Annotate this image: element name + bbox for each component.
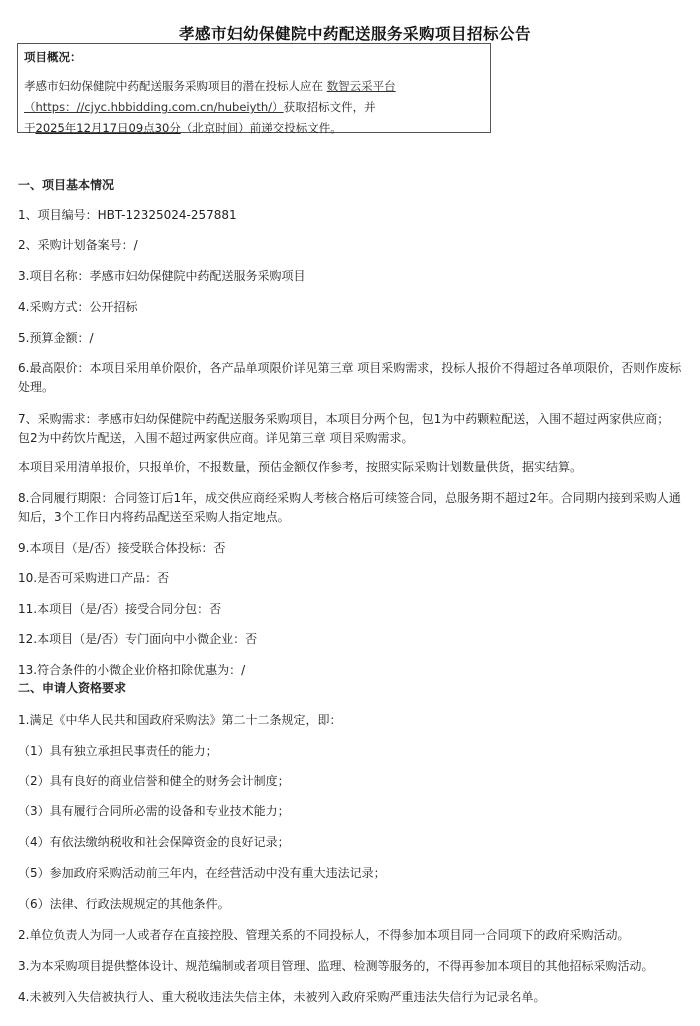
qual-same-person: 2.单位负责人为同一人或者存在直接控股、管理关系的不同投标人，不得参加本项目同一合同项下的政府采购活动。 — [18, 928, 630, 942]
item-project-number: 1、项目编号：HBT-12325024-257881 — [18, 208, 237, 222]
item-procurement-method: 4.采购方式：公开招标 — [18, 300, 138, 314]
overview-heading: 项目概况： — [24, 50, 82, 64]
qual-sub-1: （1）具有独立承担民事责任的能力； — [18, 744, 218, 758]
item-imported-products: 10.是否可采购进口产品：否 — [18, 571, 170, 585]
item-contract-period-cont: 知后，3个工作日内将药品配送至采购人指定地点。 — [18, 510, 290, 524]
item-budget: 5.预算金额：/ — [18, 331, 94, 345]
deadline-text: 2025年12月17日09点30分 — [35, 121, 181, 135]
section-heading-qualifications: 二、申请人资格要求 — [18, 681, 127, 695]
overview-text-2: 获取招标文件，并 — [283, 100, 376, 114]
qual-sub-6: （6）法律、行政法规规定的其他条件。 — [18, 897, 230, 911]
qual-sub-4: （4）有依法缴纳税收和社会保障资金的良好记录； — [18, 835, 290, 849]
item-requirements: 7、采购需求：孝感市妇幼保健院中药配送服务采购项目，本项目分两个包，包1为中药颗粒配送，入围不超过两家供应商； — [18, 412, 670, 426]
item-sme: 12.本项目（是/否）专门面向中小微企业：否 — [18, 632, 258, 646]
overview-line-2 — [24, 97, 484, 118]
qual-dishonest-list: 4.未被列入失信被执行人、重大税收违法失信主体，未被列入政府采购严重违法失信行为记录名单。 — [18, 990, 546, 1004]
item-max-price: 6.最高限价：本项目采用单价限价，各产品单项限价详见第三章 项目采购需求，投标人报价不得超过各单项限价，否则作废标 — [18, 361, 682, 375]
item-contract-period: 8.合同履行期限：合同签订后1年，成交供应商经采购人考核合格后可续签合同，总服务期不超过2年。合同期内接到采购人通 — [18, 491, 681, 505]
platform-url-link[interactable]: （https：//cjyc.hbbidding.com.cn/hubeiyth/） — [24, 100, 284, 114]
overview-text-1: 孝感市妇幼保健院中药配送服务采购项目的潜在投标人应在 — [24, 79, 327, 93]
overview-text-3-prefix: 于 — [24, 121, 36, 135]
page-title: 孝感市妇幼保健院中药配送服务采购项目招标公告 — [178, 25, 531, 43]
item-plan-record-number: 2、采购计划备案号：/ — [18, 238, 138, 252]
qual-design-service: 3.为本采购项目提供整体设计、规范编制或者项目管理、监理、检测等服务的，不得再参加本项目的其他招标采购活动。 — [18, 959, 654, 973]
item-requirements-cont: 包2为中药饮片配送，入围不超过两家供应商。详见第三章 项目采购需求。 — [18, 431, 414, 445]
qual-procurement-law: 1.满足《中华人民共和国政府采购法》第二十二条规定，即： — [18, 713, 342, 727]
section-heading-basic-info: 一、项目基本情况 — [18, 178, 115, 192]
qual-sub-3: （3）具有履行合同所必需的设备和专业技术能力； — [18, 804, 290, 818]
item-subcontract: 11.本项目（是/否）接受合同分包：否 — [18, 602, 222, 616]
item-project-name: 3.项目名称：孝感市妇幼保健院中药配送服务采购项目 — [18, 269, 306, 283]
platform-link[interactable]: 数智云采平台 — [326, 79, 396, 93]
overview-text-3-suffix: （北京时间）前递交投标文件。 — [180, 121, 342, 135]
item-sme-discount: 13.符合条件的小微企业价格扣除优惠为：/ — [18, 663, 246, 677]
qual-sub-2: （2）具有良好的商业信誉和健全的财务会计制度； — [18, 774, 290, 788]
item-max-price-cont: 处理。 — [18, 380, 55, 394]
project-overview-box — [17, 43, 491, 133]
overview-line-1 — [24, 76, 484, 97]
qual-sub-5: （5）参加政府采购活动前三年内，在经营活动中没有重大违法记录； — [18, 866, 386, 880]
item-quotation-note: 本项目采用清单报价，只报单价，不报数量，预估金额仅作参考，按照实际采购计划数量供货，据实结算。 — [18, 460, 583, 474]
overview-line-3 — [24, 118, 484, 139]
item-consortium: 9.本项目（是/否）接受联合体投标：否 — [18, 541, 226, 555]
